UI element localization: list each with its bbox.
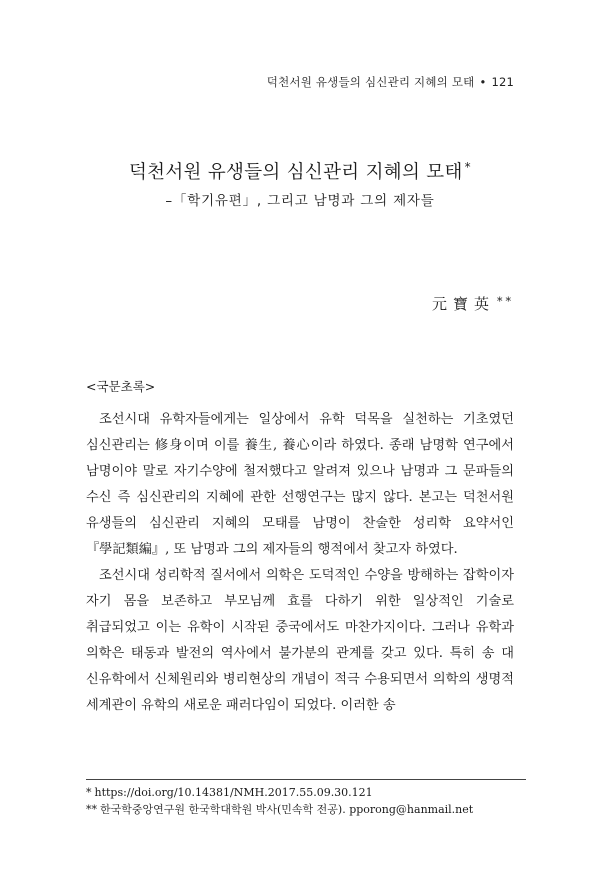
author-footnote-mark: ** [497,295,514,308]
running-header-title: 덕천서원 유생들의 심신관리 지혜의 모태 [266,75,475,89]
footnote-author-affiliation [86,801,526,818]
author-name: 元寶英 [431,295,495,313]
author-affiliation-text: 한국학중앙연구원 한국학대학원 박사(민속학 전공). pporong@hanmail.net [100,803,474,816]
abstract-label: <국문초록> [86,379,156,394]
title-footnote-mark: * [464,160,471,174]
abstract-paragraph-1: 조선시대 유학자들에게는 일상에서 유학 덕목을 실천하는 기초였던 심신관리는 修身이며 이를 養生, 養心이라 하였다. 종래 남명학 연구에서 남명이야 말로 자기수양에 철저했다고 알려져 있으나 남명과 그 문파들의 수신 즉 심신관리의 지혜에 관한 선행연구는 많지 않다. 본고는 덕천서원 유생들의 심신관리 지혜의 모태를 남명이 찬술한 성리학 요약서인『學記類編』, 또 남명과 그의 제자들의 행적에서 찾고자 하였다. [86,412,514,557]
footnote-marker: ** [86,803,97,816]
running-header-bullet: • [479,75,487,89]
article-title-line [0,158,600,184]
article-subtitle: –「학기유편」, 그리고 남명과 그의 제자들 [165,193,435,209]
footnote-doi [86,784,526,801]
abstract-body [86,407,514,719]
abstract-paragraph-2: 조선시대 성리학적 질서에서 의학은 도덕적인 수양을 방해하는 잡학이자 자기 몸을 보존하고 부모님께 효를 다하기 위한 일상적인 기술로 취급되었고 이는 유학이 시작된 중국에서도 마찬가지이다. 그러나 유학과 의학은 태동과 발전의 역사에서 불가분의 관계를 갖고 있다. 특히 송 대 신유학에서 신체원리와 병리현상의 개념이 적극 수용되면서 의학의 생명적 세계관이 유학의 새로운 패러다임이 되었다. 이러한 송 [86,568,514,713]
doi-link[interactable]: https://doi.org/10.14381/NMH.2017.55.09.30.121 [94,786,373,799]
title-block [0,158,600,209]
article-title: 덕천서원 유생들의 심신관리 지혜의 모태 [129,162,463,183]
author-line [432,293,514,314]
footnote-marker: * [86,786,92,799]
footnotes [86,779,526,818]
page-number: 121 [491,75,514,89]
running-header [267,74,514,90]
